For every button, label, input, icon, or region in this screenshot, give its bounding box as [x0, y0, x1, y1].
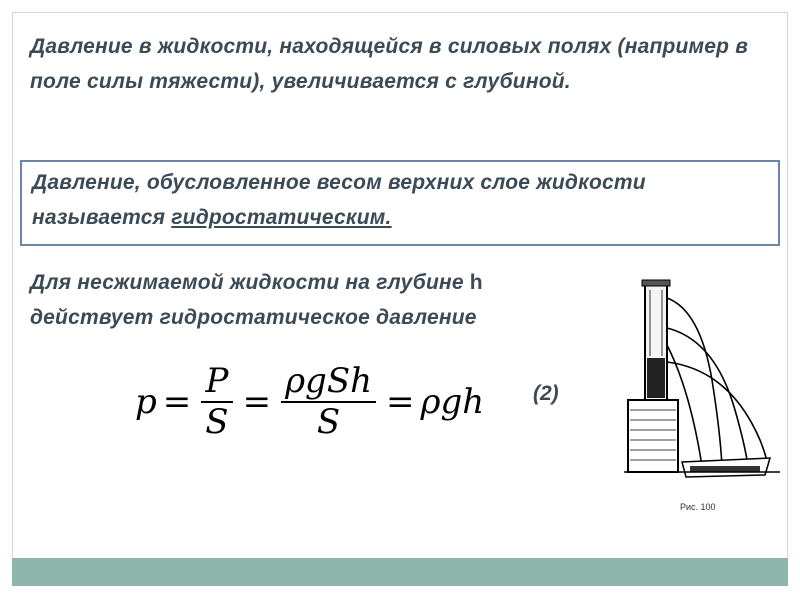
jet-middle [667, 328, 748, 466]
pedestal [628, 400, 678, 472]
water-jets [667, 298, 768, 466]
definition-text: Давление, обусловленное весом верхних слое жидкости называется [32, 171, 646, 229]
cylinder-top [642, 280, 670, 286]
fraction-2-numerator: ρgSh [285, 360, 373, 401]
pressure-paragraph [30, 266, 630, 335]
pressure-formula [135, 352, 484, 452]
formula-lhs: p [135, 382, 157, 422]
formula-rhs: ρgh [420, 382, 485, 422]
pressure-text-prefix: Для несжимаемой жидкости на глубине [30, 271, 470, 294]
fraction-1-numerator: P [205, 360, 229, 401]
formula-fraction-1 [201, 362, 232, 442]
fraction-1-denominator: S [205, 402, 229, 442]
fraction-2-denominator: S [316, 402, 341, 442]
depth-variable: h [469, 271, 483, 294]
definition-term: гидростатическим. [171, 205, 392, 229]
formula-equals-2: = [242, 382, 272, 422]
definition-paragraph [32, 166, 772, 235]
equation-number: (2) [533, 382, 559, 405]
figure-caption: Рис. 100 [680, 502, 716, 512]
formula-equals-1: = [162, 382, 192, 422]
water-jets-figure [620, 270, 790, 520]
bottom-bar [12, 558, 788, 586]
basin-water [690, 466, 760, 472]
intro-paragraph: Давление в жидкости, находящейся в силовых полях (например в поле силы тяжести), увеличивается с глубиной. [30, 35, 749, 93]
pressure-text-suffix: действует гидростатическое давление [30, 305, 477, 329]
formula-equals-3: = [386, 382, 415, 422]
cylinder-water-dark [647, 358, 665, 398]
formula-fraction-2 [281, 362, 376, 442]
